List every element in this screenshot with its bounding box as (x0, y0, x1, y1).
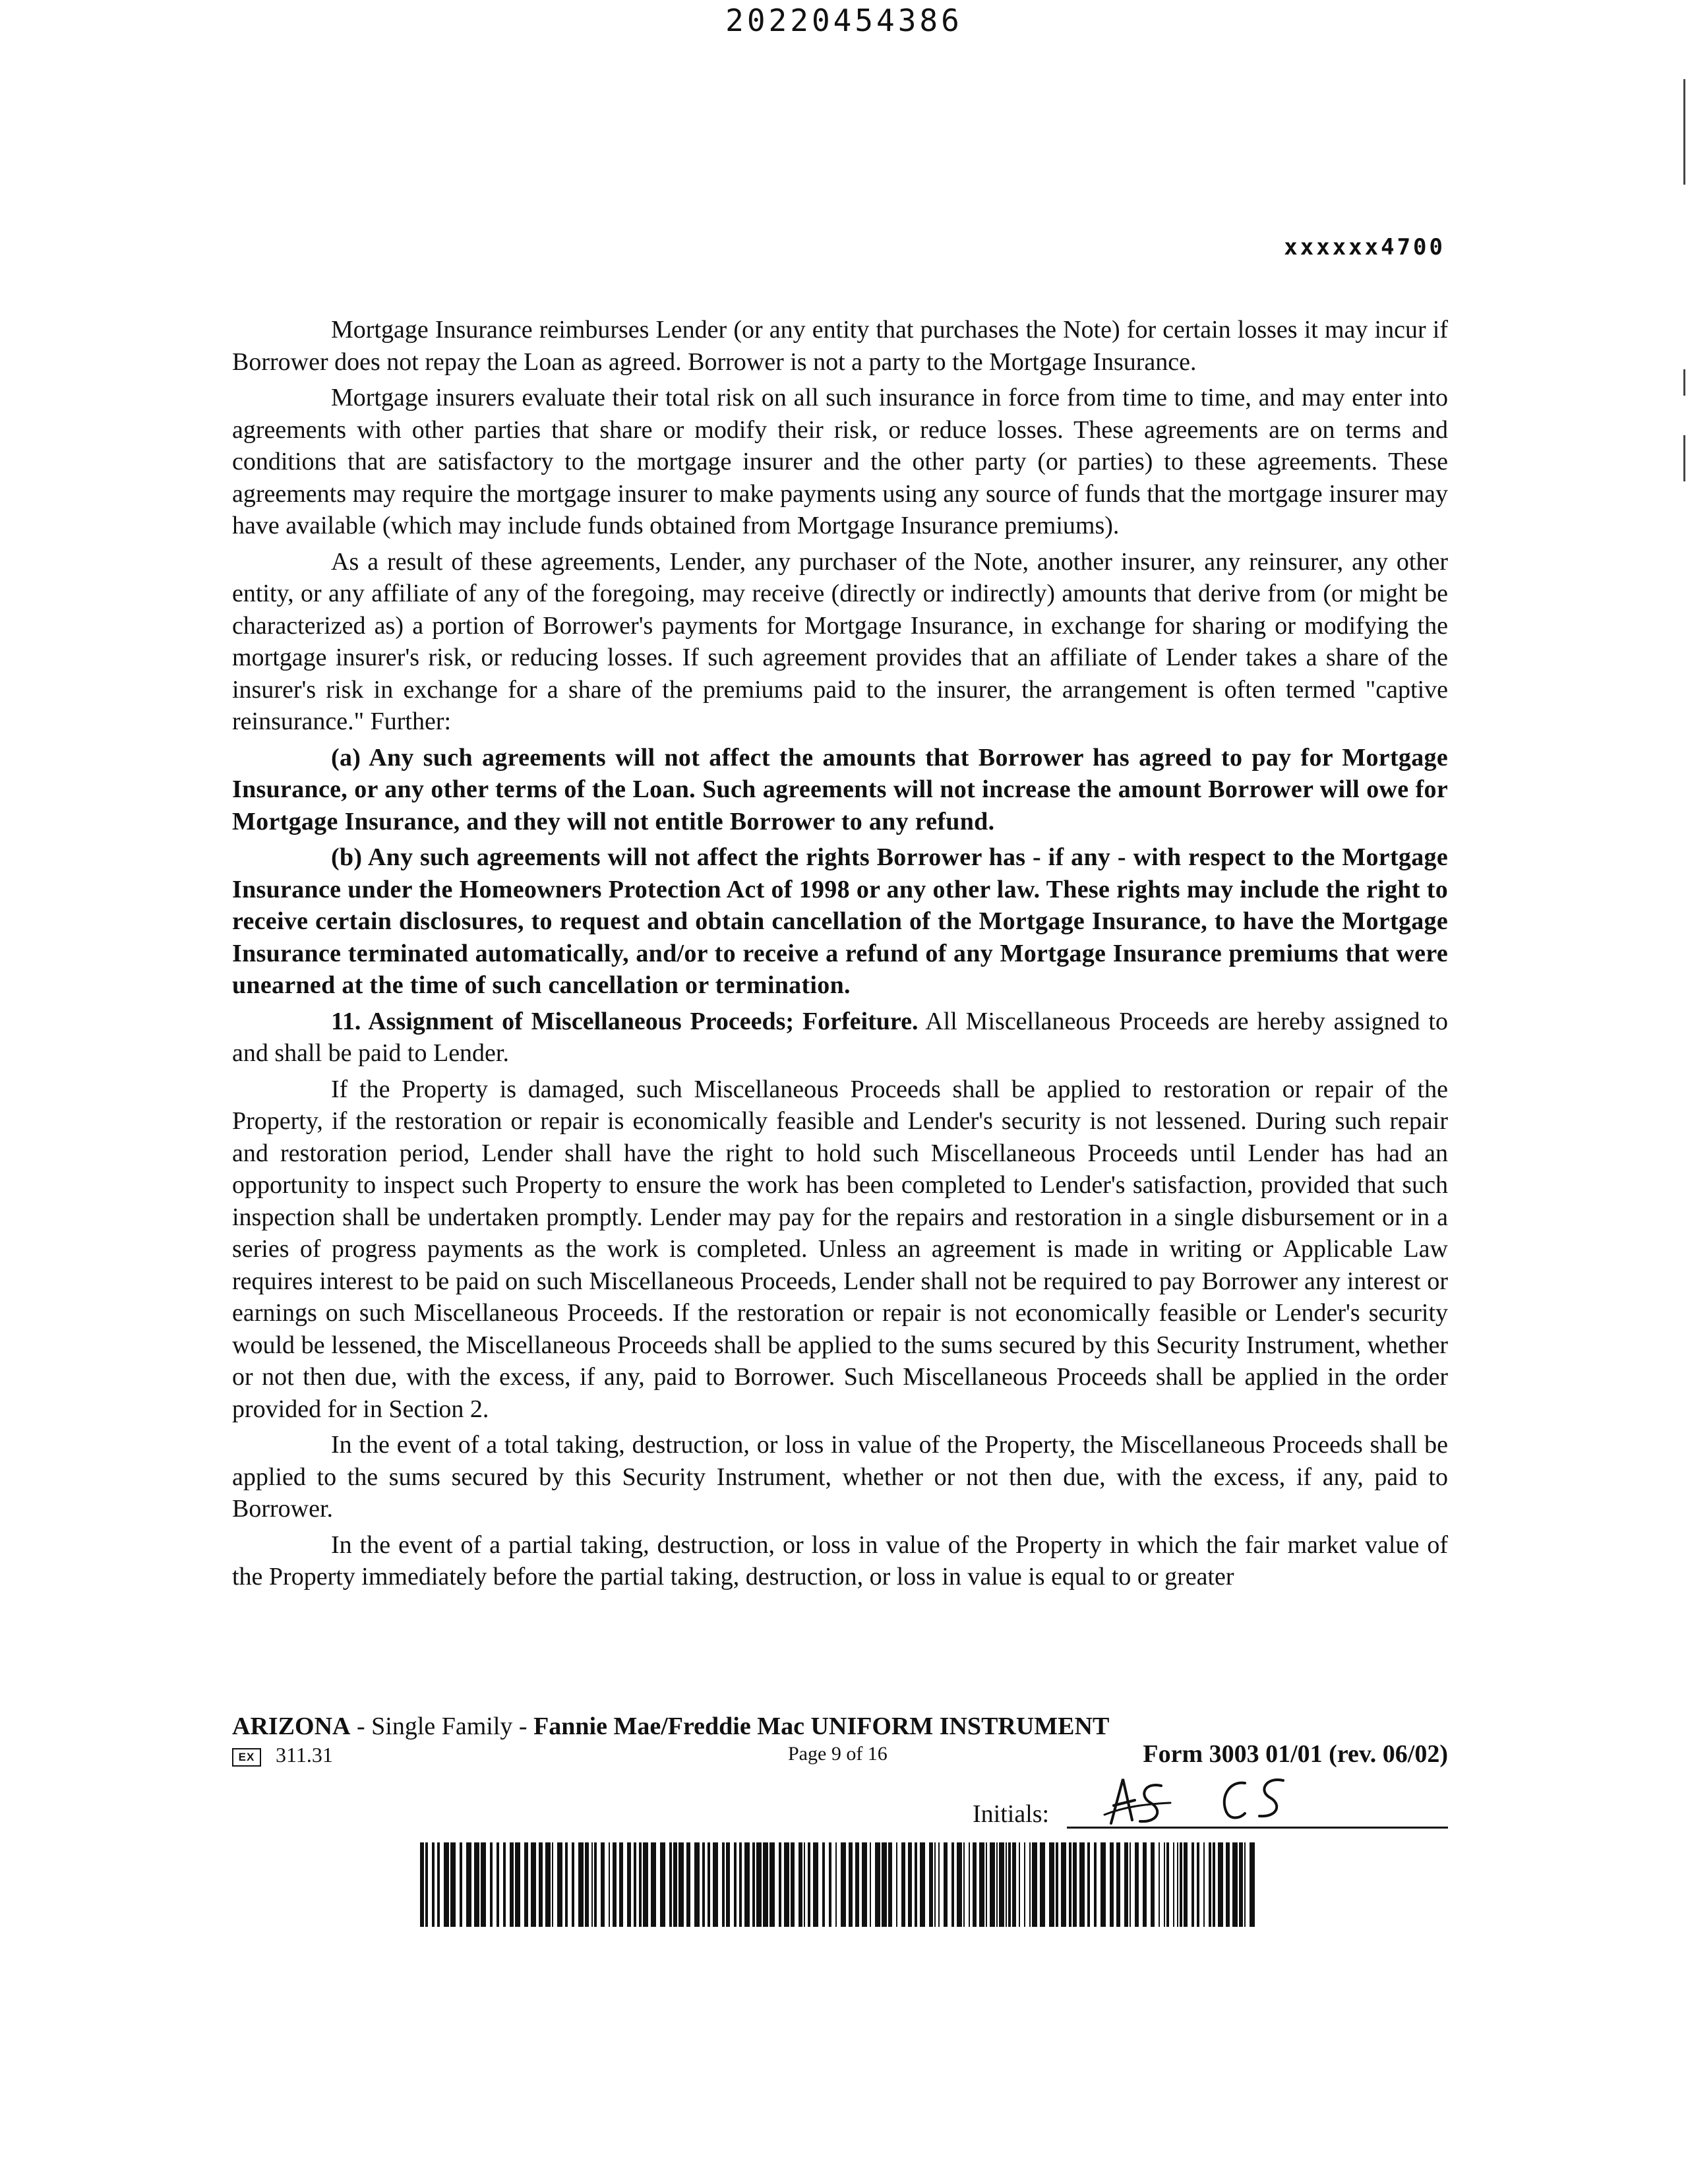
barcode-bar (497, 1842, 499, 1927)
scan-edge-mark (1683, 79, 1685, 185)
paragraph-captive-reinsurance: As a result of these agreements, Lender, any purchaser of the Note, another insurer, any reinsurer, any other entity, or any affiliate of any of the foregoing, may receive (directly or indirectly) amounts that derive from (or might be characterized as) a portion of Borrower's payments for Mortgage Insurance, in exchange for sharing or modifying the mortgage insurer's risk, or reducing losses. If such agreement provides that an affiliate of Lender takes a share of the insurer's risk in exchange for a share of the premiums paid to the insurer, the arrangement is often termed "captive reinsurance." Further: (232, 547, 1448, 735)
paragraph-mi-agreements: Mortgage insurers evaluate their total risk on all such insurance in force from time to time, and may enter into agreements with other parties that share or modify their risk, or reduce losses. These agreements are on terms and conditions that are satisfactory to the mortgage insurer and the other party (or parties) to these agreements. These agreements may require the mortgage insurer to make payments using any source of funds that the mortgage insurer may have available (which may include funds obtained from Mortgage Insurance premiums). (232, 384, 1448, 539)
barcode-bar (444, 1842, 449, 1927)
barcode-bar (726, 1842, 730, 1927)
barcode-bar (963, 1842, 965, 1927)
form-state: ARIZONA (232, 1713, 351, 1740)
barcode-bar (1151, 1842, 1155, 1927)
barcode-icon (420, 1842, 1259, 1927)
barcode-bar (791, 1842, 795, 1927)
paragraph-section-11 (232, 1006, 1448, 1070)
paragraph-partial-taking: In the event of a partial taking, destruction, or loss in value of the Property in which the fair market value of the Property immediately before the partial taking, destruction, or loss in value is equal to or greater (232, 1531, 1448, 1591)
barcode-bar (888, 1842, 892, 1927)
barcode-bar (756, 1842, 762, 1927)
barcode-bar (901, 1842, 905, 1927)
barcode-bar (1143, 1842, 1147, 1927)
barcode-bar (466, 1842, 471, 1927)
barcode-bar (999, 1842, 1004, 1927)
barcode-bar (835, 1842, 837, 1927)
barcode-bar (779, 1842, 781, 1927)
barcode-bar (639, 1842, 642, 1927)
barcode-bar (1110, 1842, 1114, 1927)
barcode-bar (702, 1842, 705, 1927)
barcode-bar (875, 1842, 880, 1927)
barcode-bar (660, 1842, 665, 1927)
barcode-bar (1184, 1842, 1188, 1927)
barcode-bar (1100, 1842, 1106, 1927)
barcode-bar (908, 1842, 912, 1927)
handwritten-initials-cs (1213, 1774, 1292, 1827)
doc-code: 311.31 (276, 1743, 333, 1767)
form-program: Fannie Mae/Freddie Mac UNIFORM INSTRUMENT (533, 1713, 1110, 1740)
barcode-bar (1244, 1842, 1246, 1927)
barcode-bar (862, 1842, 867, 1927)
barcode-bar (849, 1842, 853, 1927)
barcode-bar (1197, 1842, 1199, 1927)
barcode-bar (1166, 1842, 1169, 1927)
barcode-bar (545, 1842, 551, 1927)
barcode-bar (1164, 1842, 1165, 1927)
barcode-bar (1191, 1842, 1194, 1927)
barcode-bar (694, 1842, 700, 1927)
barcode-bar (1019, 1842, 1020, 1927)
barcode-bar (510, 1842, 514, 1927)
barcode-bar (531, 1842, 536, 1927)
section-11-text: All Miscellaneous Proceeds are hereby assigned to and shall be paid to Lender. (232, 1007, 1448, 1067)
barcode-bar (425, 1842, 428, 1927)
signature-cs-icon (1213, 1774, 1292, 1827)
recording-number: 20220454386 (725, 3, 963, 38)
barcode-bar (678, 1842, 684, 1927)
barcode-bar (1173, 1842, 1174, 1927)
barcode-bar (1180, 1842, 1182, 1927)
barcode-bar (490, 1842, 493, 1927)
barcode-bar (1218, 1842, 1223, 1927)
barcode-bar (841, 1842, 846, 1927)
scan-edge-mark (1683, 435, 1685, 481)
barcode-bar (744, 1842, 750, 1927)
barcode-bar (799, 1842, 802, 1927)
barcode (420, 1842, 1259, 1927)
barcode-bar (524, 1842, 528, 1927)
paragraph-property-damaged: If the Property is damaged, such Miscellaneous Proceeds shall be applied to restoration or repair of the Property, if the restoration or repair is economically feasible and Lender's security is not lessened. During such repair and restoration period, Lender shall have the right to hold such Miscellaneous Proceeds until Lender has had an opportunity to inspect such Property to ensure the work has been completed to Lender's satisfaction, provided that such inspection shall be undertaken promptly. Lender may pay for the repairs and restoration in a single disbursement or in a series of progress payments as the work is completed. Unless an agreement is made in writing or Applicable Law requires interest to be paid on such Miscellaneous Proceeds, Lender shall not be required to pay Borrower any interest or earnings on such Miscellaneous Proceeds. If the restoration or repair is not economically feasible or Lender's security would be lessened, the Miscellaneous Proceeds shall be applied to the sums secured by this Security Instrument, whether or not then due, with the excess, if any, paid to Borrower. Such Miscellaneous Proceeds shall be applied in the order provided for in Section 2. (232, 1075, 1448, 1423)
barcode-bar (979, 1842, 984, 1927)
barcode-bar (1209, 1842, 1211, 1927)
barcode-bar (578, 1842, 584, 1927)
barcode-bar (591, 1842, 593, 1927)
handwritten-initials-as (1098, 1774, 1177, 1833)
barcode-bar (450, 1842, 456, 1927)
paragraph-clause-a: (a) Any such agreements will not affect the amounts that Borrower has agreed to pay for Mortgage Insurance, or any other terms of the Loan. Such agreements will not increase the amount Borrower will owe for Mortgage Insurance, and they will not entitle Borrower to any refund. (232, 743, 1448, 835)
barcode-bar (1049, 1842, 1054, 1927)
barcode-bar (539, 1842, 543, 1927)
scan-edge-mark (1683, 369, 1685, 396)
barcode-bar (808, 1842, 810, 1927)
barcode-bar (855, 1842, 859, 1927)
signature-as-icon (1098, 1774, 1177, 1833)
barcode-bar (1135, 1842, 1139, 1927)
barcode-bar (1008, 1842, 1011, 1927)
barcode-bar (708, 1842, 710, 1927)
barcode-bar (996, 1842, 998, 1927)
barcode-bar (1079, 1842, 1085, 1927)
barcode-bar (1130, 1842, 1131, 1927)
barcode-bar (1226, 1842, 1230, 1927)
barcode-bar (973, 1842, 977, 1927)
form-sep: - Single Family - (350, 1713, 534, 1740)
barcode-bar (686, 1842, 690, 1927)
barcode-bar (619, 1842, 623, 1927)
barcode-bar (627, 1842, 631, 1927)
document-body (232, 314, 1448, 1597)
barcode-bar (813, 1842, 818, 1927)
barcode-bar (1024, 1842, 1025, 1927)
barcode-bar (669, 1842, 672, 1927)
barcode-bar (1012, 1842, 1016, 1927)
barcode-bar (722, 1842, 725, 1927)
initials-label: Initials: (973, 1800, 1050, 1828)
barcode-bar (585, 1842, 589, 1927)
barcode-bar (1029, 1842, 1031, 1927)
barcode-bar (990, 1842, 995, 1927)
barcode-bar (822, 1842, 825, 1927)
barcode-bar (1177, 1842, 1178, 1927)
barcode-bar (609, 1842, 610, 1927)
page-number: Page 9 of 16 (788, 1743, 888, 1765)
paragraph-clause-b: (b) Any such agreements will not affect the rights Borrower has - if any - with respect to the Mortgage Insurance under the Homeowners Protection Act of 1998 or any other law. These rights may include the right to receive certain disclosures, to request and obtain cancellation of the Mortgage Insurance, to have the Mortgage Insurance terminated automatically, and/or to receive a refund of any Mortgage Insurance premiums that were unearned at the time of such cancellation or termination. (232, 843, 1448, 999)
barcode-bar (763, 1842, 768, 1927)
barcode-bar (969, 1842, 970, 1927)
barcode-bar (634, 1842, 636, 1927)
section-11-heading: 11. Assignment of Miscellaneous Proceeds; Forfeiture. (331, 1007, 919, 1035)
barcode-bar (1203, 1842, 1205, 1927)
barcode-bar (1232, 1842, 1238, 1927)
barcode-bar (1094, 1842, 1097, 1927)
barcode-bar (734, 1842, 737, 1927)
barcode-bar (515, 1842, 520, 1927)
form-title (232, 1712, 1109, 1741)
ex-badge: EX (232, 1748, 261, 1767)
barcode-bar (1056, 1842, 1058, 1927)
barcode-bar (944, 1842, 948, 1927)
barcode-bar (829, 1842, 831, 1927)
barcode-bar (713, 1842, 718, 1927)
barcode-bar (420, 1842, 424, 1927)
barcode-bar (1006, 1842, 1007, 1927)
barcode-bar (1239, 1842, 1243, 1927)
barcode-bar (481, 1842, 486, 1927)
barcode-bar (915, 1842, 917, 1927)
barcode-bar (929, 1842, 933, 1927)
barcode-bar (432, 1842, 435, 1927)
barcode-bar (673, 1842, 677, 1927)
barcode-bar (934, 1842, 936, 1927)
paragraph-mi-reimburses: Mortgage Insurance reimburses Lender (or any entity that purchases the Note) for certain losses it may incur if Borrower does not repay the Loan as agreed. Borrower is not a party to the Mortgage Insurance. (232, 316, 1448, 376)
form-number: Form 3003 01/01 (rev. 06/02) (1143, 1740, 1448, 1768)
loan-number: xxxxxx4700 (1284, 234, 1445, 260)
barcode-bar (1061, 1842, 1066, 1927)
barcode-bar (613, 1842, 617, 1927)
barcode-bar (920, 1842, 925, 1927)
barcode-bar (437, 1842, 440, 1927)
barcode-bar (1073, 1842, 1077, 1927)
barcode-bar (1087, 1842, 1090, 1927)
barcode-bar (651, 1842, 656, 1927)
barcode-bar (643, 1842, 648, 1927)
barcode-bar (503, 1842, 506, 1927)
barcode-bar (552, 1842, 553, 1927)
paragraph-total-taking: In the event of a total taking, destruction, or loss in value of the Property, the Miscellaneous Proceeds shall be applied to the sums secured by this Security Instrument, whether or not then due, with the excess, if any, paid to Borrower. (232, 1431, 1448, 1523)
barcode-bar (882, 1842, 887, 1927)
barcode-bar (896, 1842, 897, 1927)
barcode-bar (557, 1842, 562, 1927)
barcode-bar (1213, 1842, 1215, 1927)
barcode-bar (474, 1842, 479, 1927)
barcode-bar (1116, 1842, 1120, 1927)
barcode-bar (601, 1842, 605, 1927)
barcode-bar (957, 1842, 962, 1927)
barcode-bar (1124, 1842, 1128, 1927)
barcode-bar (1032, 1842, 1037, 1927)
barcode-bar (1250, 1842, 1255, 1927)
barcode-bar (572, 1842, 574, 1927)
barcode-bar (951, 1842, 954, 1927)
barcode-bar (1069, 1842, 1071, 1927)
barcode-bar (986, 1842, 987, 1927)
barcode-bar (938, 1842, 940, 1927)
barcode-bar (784, 1842, 789, 1927)
barcode-bar (769, 1842, 775, 1927)
barcode-bar (1040, 1842, 1045, 1927)
barcode-bar (804, 1842, 805, 1927)
barcode-bar (870, 1842, 871, 1927)
barcode-bar (460, 1842, 462, 1927)
barcode-bar (739, 1842, 742, 1927)
barcode-bar (565, 1842, 568, 1927)
barcode-bar (1159, 1842, 1160, 1927)
barcode-bar (752, 1842, 755, 1927)
barcode-bar (594, 1842, 597, 1927)
